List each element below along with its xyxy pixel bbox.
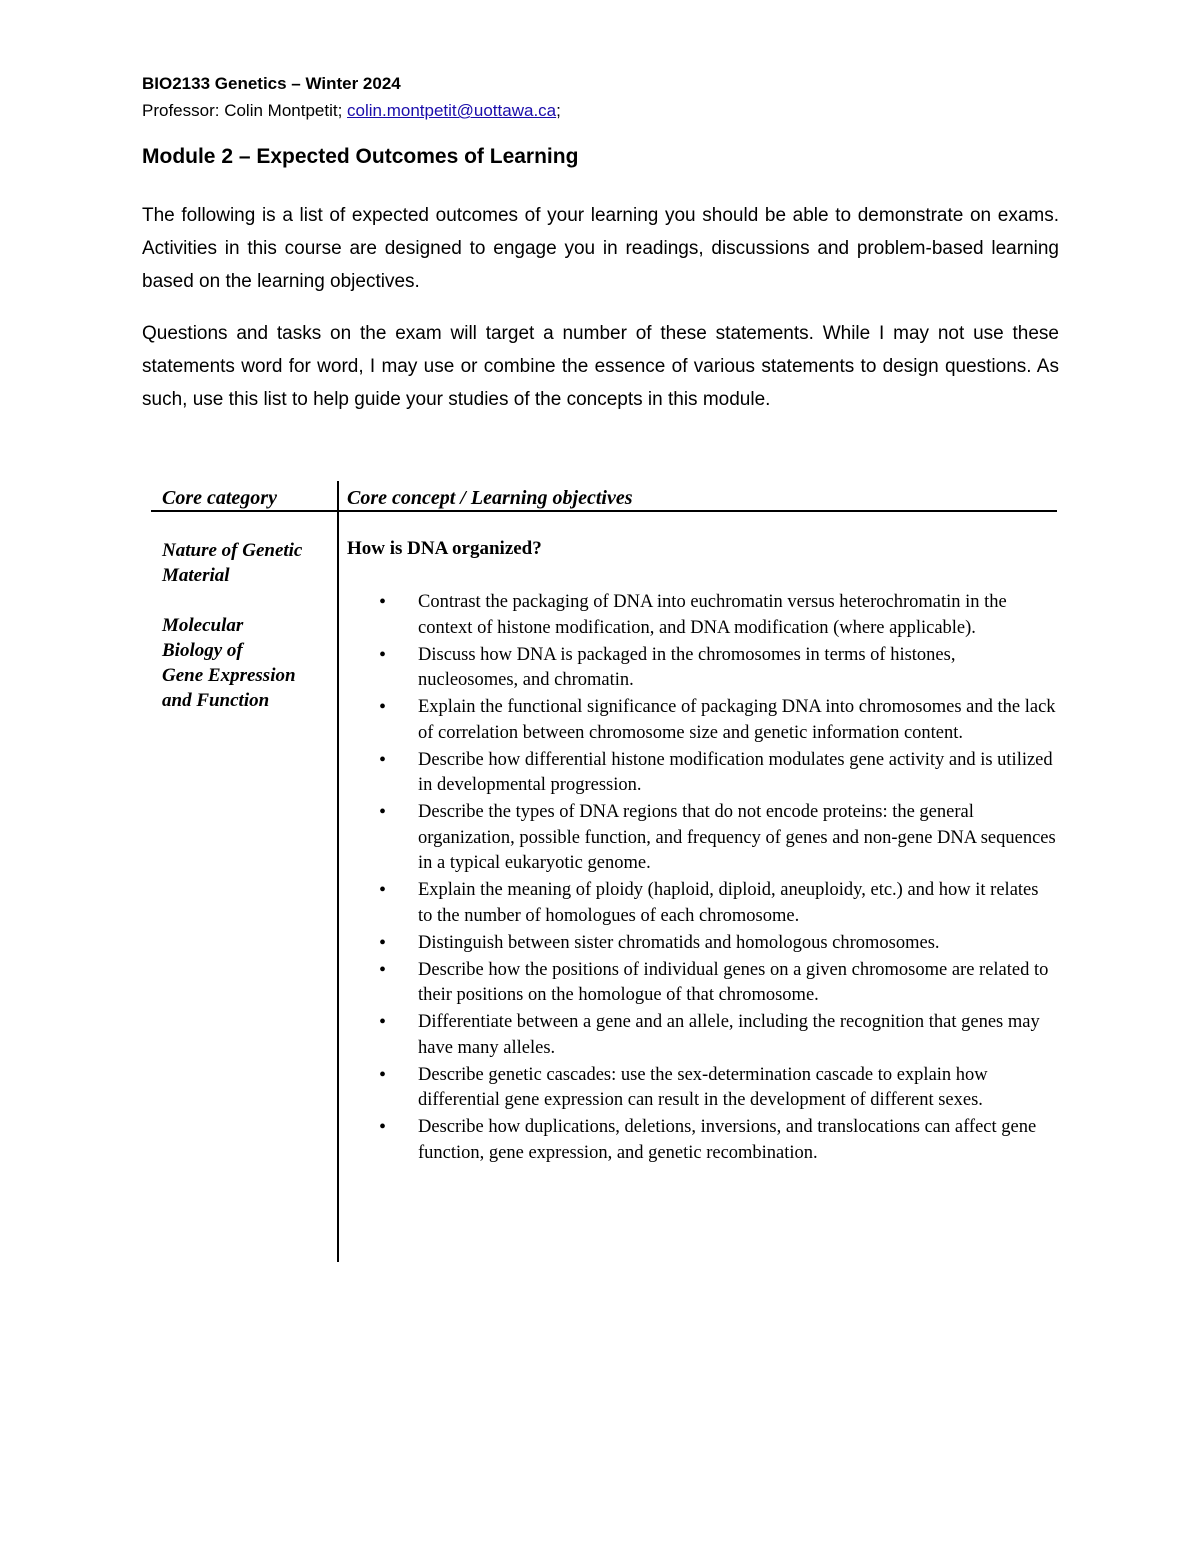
column-header-concept: Core concept / Learning objectives <box>347 487 633 509</box>
list-item <box>376 958 1056 1009</box>
professor-line <box>142 101 561 121</box>
bullet-icon: • <box>379 748 387 771</box>
bullet-icon: • <box>379 879 387 901</box>
column-header-category: Core category <box>162 487 277 509</box>
bullet-icon: • <box>379 1011 387 1033</box>
column-divider <box>337 481 339 1262</box>
list-item <box>376 800 1056 877</box>
objective-text: Explain the functional significance of packaging DNA into chromosomes and the lack of correlation between chromosome size and genetic information content. <box>418 697 1056 743</box>
objective-text: Describe how duplications, deletions, inversions, and translocations can affect gene function, gene expression, and genetic recombination. <box>418 1117 1037 1163</box>
objective-text: Discuss how DNA is packaged in the chromosomes in terms of histones, nucleosomes, and chromatin. <box>418 644 956 690</box>
page-title: Module 2 – Expected Outcomes of Learning <box>142 145 579 168</box>
list-item <box>376 590 1056 641</box>
bullet-icon: • <box>379 1116 387 1138</box>
list-item <box>376 931 1056 957</box>
category-spacer <box>162 588 332 613</box>
professor-email-link[interactable]: colin.montpetit@uottawa.ca <box>347 101 557 120</box>
bullet-icon: • <box>379 696 387 718</box>
list-item <box>376 1063 1056 1114</box>
bullet-icon: • <box>379 643 387 666</box>
intro-paragraph: The following is a list of expected outcomes of your learning you should be able to demonstrate on exams. Activities in this course are designed to engage you in readings, discussions and problem-based learning based on the learning objectives. <box>142 205 1059 292</box>
category-item: Nature of Genetic Material <box>162 540 303 586</box>
header-rule <box>151 510 1057 512</box>
bullet-icon: • <box>379 801 387 823</box>
list-item <box>376 1010 1056 1061</box>
objectives-list <box>376 590 1056 1168</box>
category-item: Molecular Biology of Gene Expression and Function <box>162 615 296 711</box>
list-item <box>376 643 1056 694</box>
list-item <box>376 1115 1056 1166</box>
list-item <box>376 695 1056 746</box>
objective-text: Describe how differential histone modification modulates gene activity and is utilized in developmental progression. <box>418 749 1053 795</box>
objective-text: Differentiate between a gene and an allele, including the recognition that genes may have many alleles. <box>418 1012 1040 1058</box>
concept-question: How is DNA organized? <box>347 538 542 559</box>
bullet-icon: • <box>379 958 387 981</box>
list-item <box>376 748 1056 799</box>
objective-text: Describe genetic cascades: use the sex-determination cascade to explain how differential gene expression can result in the development of different sexes. <box>418 1064 988 1110</box>
category-list <box>162 538 332 713</box>
bullet-icon: • <box>379 591 387 613</box>
bullet-icon: • <box>379 1063 387 1086</box>
objective-text: Contrast the packaging of DNA into euchromatin versus heterochromatin in the context of histone modification, and DNA modification (where applicable). <box>418 592 1007 638</box>
objective-text: Describe the types of DNA regions that do not encode proteins: the general organization, possible function, and frequency of genes and non-gene DNA sequences in a typical eukaryotic genome. <box>418 802 1056 873</box>
professor-label: Professor: Colin Montpetit; <box>142 101 348 120</box>
objective-text: Distinguish between sister chromatids and homologous chromosomes. <box>418 932 940 953</box>
exam-paragraph: Questions and tasks on the exam will target a number of these statements. While I may not use these statements word for word, I may use or combine the essence of various statements to design questions. As such, use this list to help guide your studies of the concepts in this module. <box>142 323 1059 410</box>
email-suffix: ; <box>556 101 561 120</box>
course-title: BIO2133 Genetics – Winter 2024 <box>142 74 401 93</box>
bullet-icon: • <box>379 931 387 954</box>
objective-text: Describe how the positions of individual genes on a given chromosome are related to their positions on the homologue of that chromosome. <box>418 959 1049 1005</box>
objective-text: Explain the meaning of ploidy (haploid, diploid, aneuploidy, etc.) and how it relates to the number of homologues of each chromosome. <box>418 880 1039 926</box>
list-item <box>376 878 1056 929</box>
